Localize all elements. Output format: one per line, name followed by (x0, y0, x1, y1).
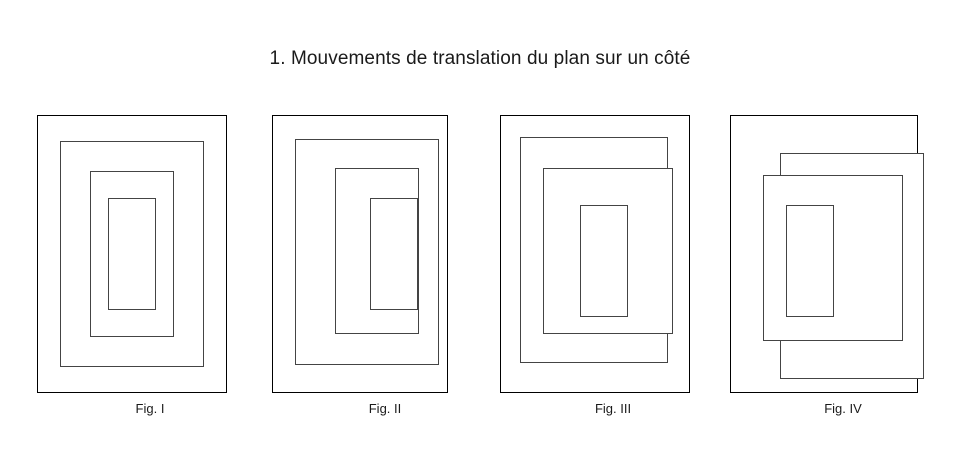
figure-ii-canvas (270, 113, 500, 393)
figure-i-caption: Fig. I (135, 401, 165, 416)
figure-iv-inner-rect (786, 205, 834, 317)
figures-row (0, 113, 960, 433)
figure-ii-caption: Fig. II (368, 401, 402, 416)
figure-iii-caption: Fig. III (594, 401, 632, 416)
figure-iv (728, 113, 958, 433)
figure-ii (270, 113, 500, 433)
figure-i-canvas (35, 113, 265, 393)
figure-iii-canvas (498, 113, 728, 393)
figure-iv-caption: Fig. IV (824, 401, 862, 416)
figure-iii (498, 113, 728, 433)
figure-ii-inner-rect (370, 198, 418, 310)
figure-iii-inner-rect (580, 205, 628, 317)
figure-i (35, 113, 265, 433)
page-title: 1. Mouvements de translation du plan sur un côté (269, 48, 691, 69)
figure-i-inner-rect (108, 198, 156, 310)
figure-iv-canvas (728, 113, 958, 393)
